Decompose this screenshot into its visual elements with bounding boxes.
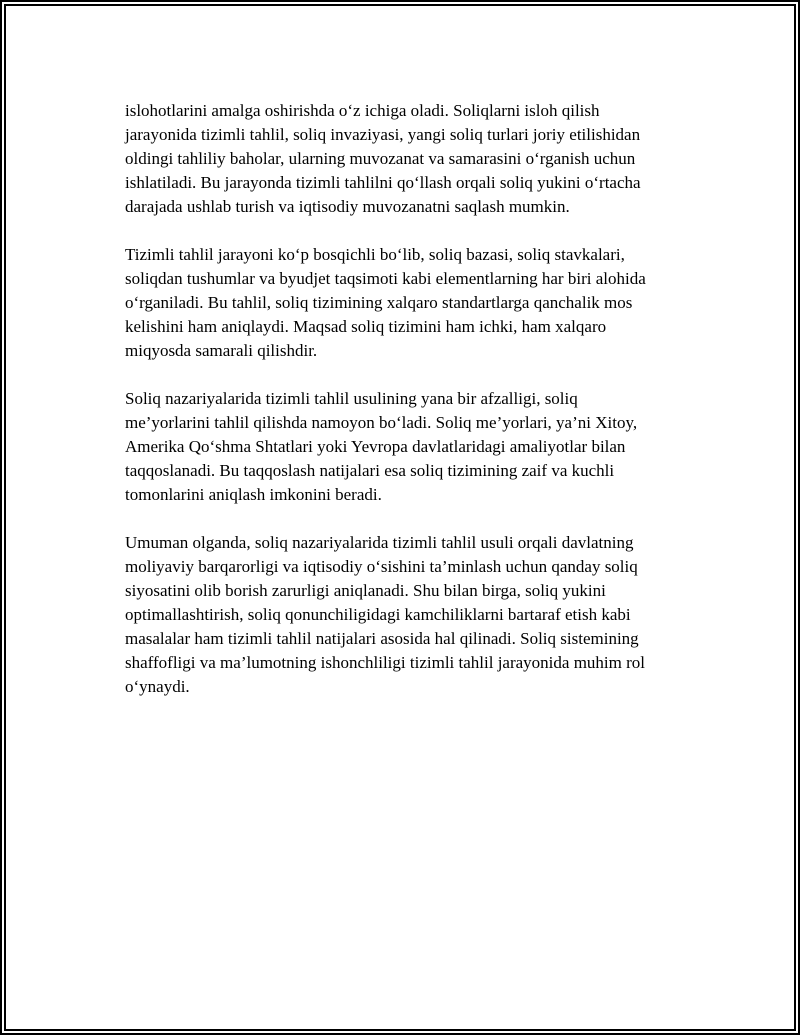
text-line: o‘rganiladi. Bu tahlil, soliq tizimining xalqaro standartlarga qanchalik mos [125, 293, 633, 312]
paragraph-3 [125, 387, 710, 507]
text-line: jarayonida tizimli tahlil, soliq invaziyasi, yangi soliq turlari joriy etilishidan [125, 125, 641, 144]
paragraph-1 [125, 99, 710, 219]
text-line: islohotlarini amalga oshirishda o‘z ichiga oladi. Soliqlarni isloh qilish [125, 101, 600, 120]
text-line: me’yorlarini tahlil qilishda namoyon bo‘ladi. Soliq me’yorlari, ya’ni Xitoy, [125, 413, 638, 432]
text-line: taqqoslanadi. Bu taqqoslash natijalari esa soliq tizimining zaif va kuchli [125, 461, 615, 480]
text-line: o‘ynaydi. [125, 677, 190, 696]
text-line: shaffofligi va ma’lumotning ishonchliligi tizimli tahlil jarayonida muhim rol [125, 653, 645, 672]
text-line: tomonlarini aniqlash imkonini beradi. [125, 485, 382, 504]
text-line: moliyaviy barqarorligi va iqtisodiy o‘sishini ta’minlash uchun qanday soliq [125, 557, 638, 576]
paragraph-2 [125, 243, 710, 363]
text-line: Umuman olganda, soliq nazariyalarida tizimli tahlil usuli orqali davlatning [125, 533, 634, 552]
text-line: optimallashtirish, soliq qonunchiligidagi kamchiliklarni bartaraf etish kabi [125, 605, 631, 624]
text-line: masalalar ham tizimli tahlil natijalari asosida hal qilinadi. Soliq sistemining [125, 629, 639, 648]
document-body [125, 99, 710, 723]
text-line: kelishini ham aniqlaydi. Maqsad soliq tizimini ham ichki, ham xalqaro [125, 317, 607, 336]
text-line: darajada ushlab turish va iqtisodiy muvozanatni saqlash mumkin. [125, 197, 570, 216]
text-line: siyosatini olib borish zarurligi aniqlanadi. Shu bilan birga, soliq yukini [125, 581, 606, 600]
text-line: oldingi tahliliy baholar, ularning muvozanat va samarasini o‘rganish uchun [125, 149, 636, 168]
text-line: soliqdan tushumlar va byudjet taqsimoti kabi elementlarning har biri alohida [125, 269, 646, 288]
text-line: ishlatiladi. Bu jarayonda tizimli tahlilni qo‘llash orqali soliq yukini o‘rtacha [125, 173, 641, 192]
paragraph-4 [125, 531, 710, 699]
text-line: Tizimli tahlil jarayoni ko‘p bosqichli bo‘lib, soliq bazasi, soliq stavkalari, [125, 245, 625, 264]
text-line: miqyosda samarali qilishdir. [125, 341, 318, 360]
text-line: Amerika Qo‘shma Shtatlari yoki Yevropa davlatlaridagi amaliyotlar bilan [125, 437, 626, 456]
text-line: Soliq nazariyalarida tizimli tahlil usulining yana bir afzalligi, soliq [125, 389, 578, 408]
